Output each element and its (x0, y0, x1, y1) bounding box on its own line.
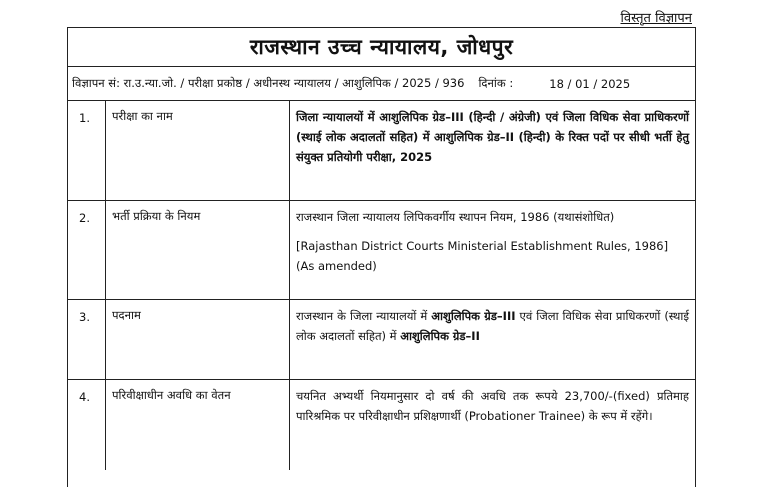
row-value (290, 300, 695, 379)
row-value: जिला न्यायालयों में आशुलिपिक ग्रेड–III (हिन्दी / अंग्रेजी) एवं जिला विधिक सेवा प्राधिकरणों (स्थाई लोक अदालतों सहित) में आशुलिपिक ग्रेड–II (हिन्दी) के रिक्त पदों पर सीधी भर्ती हेतु संयुक्त प्रतियोगी परीक्षा, 2025 (296, 110, 689, 164)
rules-amended: (As amended) (296, 259, 377, 273)
date-label: दिनांक : (478, 76, 514, 90)
row-number: 4. (68, 380, 106, 470)
rules-english: [Rajasthan District Courts Ministerial Establishment Rules, 1986] (296, 239, 669, 253)
row-number: 2. (68, 201, 106, 299)
row-value: चयनित अभ्यर्थी नियमानुसार दो वर्ष की अवधि तक रूपये 23,700/-(fixed) प्रतिमाह पारिश्रमिक पर परिवीक्षाधीन प्रशिक्षणार्थी (Probationer Trainee) के रूप में रहेंगे। (296, 389, 689, 423)
table-row (68, 380, 695, 470)
notice-frame (67, 27, 696, 487)
row-number: 1. (68, 101, 106, 200)
reference-date: 18 / 01 / 2025 (549, 76, 631, 91)
row-label: भर्ती प्रक्रिया के नियम (106, 201, 290, 299)
row-label: परीक्षा का नाम (106, 101, 290, 200)
row-value (290, 201, 695, 299)
designation-text-c: एवं जिला विधिक सेवा प्राधिकरणों (स्थाई लोक अदालतों सहित) में (296, 309, 690, 343)
rules-hindi: राजस्थान जिला न्यायालय लिपिकवर्गीय स्थापन नियम, 1986 (यथासंशोधित) (296, 210, 615, 224)
row-label: परिवीक्षाधीन अवधि का वेतन (106, 380, 290, 470)
reference-number: विज्ञापन सं: रा.उ.न्या.जो. / परीक्षा प्रकोष्ठ / अधीनस्थ न्यायालय / आशुलिपिक / 2025 / 936 (72, 76, 465, 90)
table-row (68, 201, 695, 300)
table-row (68, 101, 695, 201)
row-label: पदनाम (106, 300, 290, 379)
designation-grade-3: आशुलिपिक ग्रेड–III (431, 309, 516, 323)
designation-text-a: राजस्थान के जिला न्यायालयों में (296, 309, 428, 323)
page-title: राजस्थान उच्च न्यायालय, जोधपुर (68, 28, 695, 67)
reference-line (68, 67, 695, 101)
details-table (68, 101, 695, 470)
table-row (68, 300, 695, 380)
advertisement-tag: विस्तृत विज्ञापन (620, 11, 692, 26)
row-number: 3. (68, 300, 106, 379)
designation-grade-2: आशुलिपिक ग्रेड–II (400, 329, 480, 343)
